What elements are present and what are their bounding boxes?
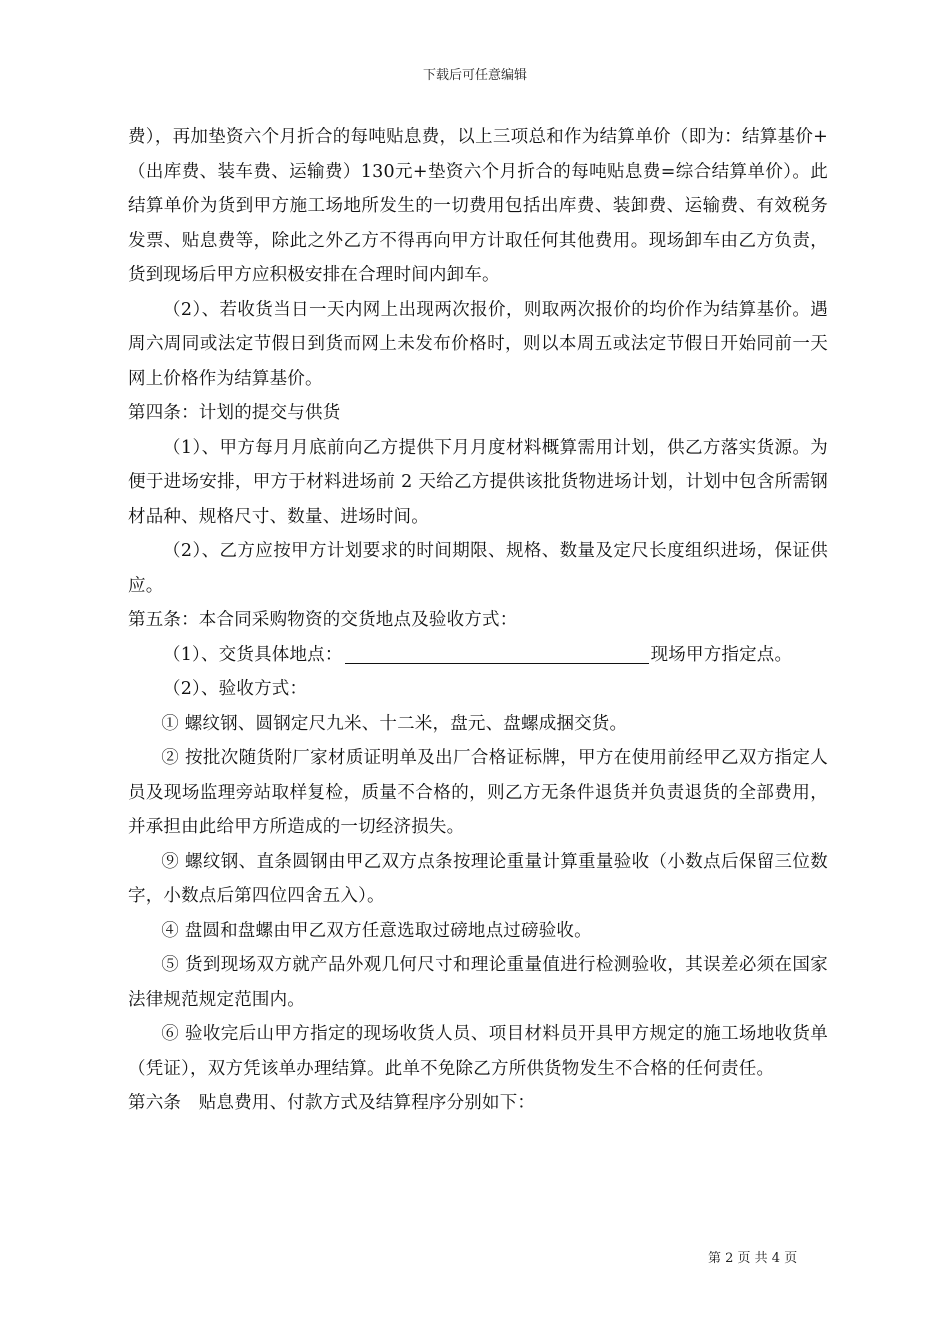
delivery-location-suffix: 现场甲方指定点。: [650, 644, 793, 665]
acceptance-item-4: ④ 盘圆和盘螺由甲乙双方任意选取过磅地点过磅验收。: [161, 920, 592, 941]
delivery-location-blank: [345, 641, 649, 664]
acceptance-item-5: ⑤ 货到现场双方就产品外观几何尺寸和理论重量值进行检测验收，其误差必须在国家法律规范规定范围内。: [128, 955, 828, 1010]
paragraph-clause-2: （2）、若收货当日一天内网上出现两次报价，则取两次报价的均价作为结算基价。遇周六周同或法定节假日到货而网上未发布价格时，则以本周五或法定节假日开始同前一天网上价格作为结算基价。: [128, 299, 828, 389]
article-4-heading: 第四条：计划的提交与供货: [128, 403, 341, 423]
delivery-location-label: （1）、交货具体地点：: [163, 644, 343, 665]
article-5-clause-2: （2）、验收方式：: [163, 679, 308, 699]
acceptance-item-3: ⑨ 螺纹钢、直条圆钢由甲乙双方点条按理论重量计算重量验收（小数点后保留三位数字，小数点后第四位四舍五入）。: [128, 851, 828, 906]
page-number: 第 2 页 共 4 页: [708, 1251, 798, 1266]
acceptance-item-1: ① 螺纹钢、圆钢定尺九米、十二米，盘元、盘螺成捆交货。: [161, 713, 628, 734]
article-4-clause-1: （1）、甲方每月月底前向乙方提供下月月度材料概算需用计划，供乙方落实货源。为便于进场安排，甲方于材料进场前 2 天给乙方提供该批货物进场计划，计划中包含所需钢材品种、规格尺寸、数量、进场时间。: [128, 437, 828, 527]
document-body: [128, 120, 828, 1121]
acceptance-item-6: ⑥ 验收完后山甲方指定的现场收货人员、项目材料员开具甲方规定的施工场地收货单（凭证），双方凭该单办理结算。此单不免除乙方所供货物发生不合格的任何责任。: [128, 1024, 828, 1079]
article-5-heading: 第五条：本合同采购物资的交货地点及验收方式：: [128, 610, 518, 630]
article-5-clause-1: [128, 638, 828, 673]
paragraph-settlement-price: 费），再加垫资六个月折合的每吨贴息费，以上三项总和作为结算单价（即为：结算基价+（出库费、装车费、运输费）130元+垫资六个月折合的每吨贴息费=综合结算单价）。此结算单价为货到甲方施工场地所发生的一切费用包括出库费、装卸费、运输费、有效税务发票、贴息费等，除此之外乙方不得再向甲方计取任何其他费用。现场卸车由乙方负责，货到现场后甲方应积极安排在合理时间内卸车。: [128, 127, 828, 285]
article-6-heading: 第六条 贴息费用、付款方式及结算程序分别如下：: [128, 1093, 536, 1113]
acceptance-item-2: ② 按批次随货附厂家材质证明单及出厂合格证标牌，甲方在使用前经甲乙双方指定人员及现场监理旁站取样复检，质量不合格的，则乙方无条件退货并负责退货的全部费用，并承担由此给甲方所造成的一切经济损失。: [128, 748, 828, 837]
article-4-clause-2: （2）、乙方应按甲方计划要求的时间期限、规格、数量及定尺长度组织进场，保证供应。: [128, 541, 828, 596]
page-header: 下载后可任意编辑: [422, 68, 527, 83]
